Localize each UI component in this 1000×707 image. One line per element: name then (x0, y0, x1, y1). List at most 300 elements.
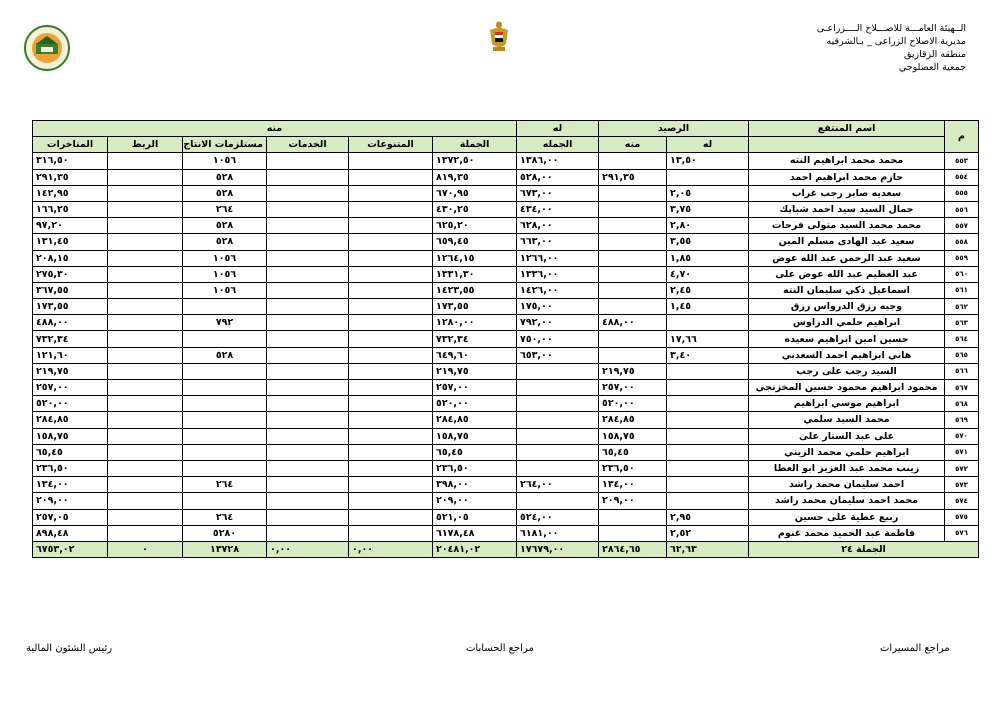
row-bal-debit (599, 331, 667, 347)
row-seq: ٥٦٢ (945, 299, 979, 315)
row-name: السيد رجب على رجب (749, 363, 945, 379)
table-row (33, 428, 979, 444)
row-total: ١٢٨٠,٠٠ (433, 315, 517, 331)
row-bal-debit: ٢٠٩,٠٠ (599, 493, 667, 509)
row-bal-credit: ٢,٨٠ (667, 218, 749, 234)
row-inputs: ٥٢٨ (183, 169, 267, 185)
row-bal-credit: ٢,٥٢ (667, 525, 749, 541)
row-services (267, 169, 349, 185)
row-link (108, 185, 183, 201)
row-inputs (183, 493, 267, 509)
row-credit-total (517, 428, 599, 444)
row-services (267, 299, 349, 315)
row-bal-credit: ٣,٥٥ (667, 234, 749, 250)
table-row (33, 153, 979, 169)
row-total: ٥٢١,٠٥ (433, 509, 517, 525)
table-row (33, 412, 979, 428)
table-row (33, 315, 979, 331)
row-services (267, 380, 349, 396)
row-credit-total: ٥٢٨,٠٠ (517, 169, 599, 185)
row-link (108, 266, 183, 282)
row-link (108, 331, 183, 347)
row-services (267, 525, 349, 541)
misc-header: المتنوعات (349, 137, 433, 153)
row-bal-credit (667, 493, 749, 509)
total-row (33, 541, 979, 557)
row-bal-debit (599, 185, 667, 201)
eagle-emblem-icon (488, 20, 510, 54)
total-link: ٠ (108, 541, 183, 557)
row-credit-total: ١٤٢٦,٠٠ (517, 282, 599, 298)
row-inputs (183, 380, 267, 396)
row-misc (349, 282, 433, 298)
row-credit-total: ١٣٨٦,٠٠ (517, 153, 599, 169)
row-arrears: ٧٣٢,٣٤ (33, 331, 108, 347)
row-bal-debit (599, 250, 667, 266)
row-name: محمد احمد سليمان محمد راشد (749, 493, 945, 509)
row-name: على عبد الستار على (749, 428, 945, 444)
table-row (33, 185, 979, 201)
row-inputs: ٥٢٨٠ (183, 525, 267, 541)
row-total: ٢٠٩,٠٠ (433, 493, 517, 509)
row-arrears: ٢٧٥,٣٠ (33, 266, 108, 282)
row-total: ٣٩٨,٠٠ (433, 477, 517, 493)
row-arrears: ١٣١,٤٥ (33, 234, 108, 250)
organization-header (766, 22, 966, 74)
credit-header: له (517, 121, 599, 137)
beneficiaries-ledger-table (32, 120, 979, 558)
row-arrears: ٥٢٠,٠٠ (33, 396, 108, 412)
balance-credit-header: له (667, 137, 749, 153)
row-misc (349, 169, 433, 185)
row-name: حازم محمد ابراهيم احمد (749, 169, 945, 185)
row-link (108, 380, 183, 396)
row-services (267, 153, 349, 169)
row-inputs (183, 396, 267, 412)
row-seq: ٥٦٠ (945, 266, 979, 282)
row-bal-debit (599, 509, 667, 525)
row-seq: ٥٦١ (945, 282, 979, 298)
row-link (108, 218, 183, 234)
row-inputs (183, 363, 267, 379)
row-bal-credit (667, 169, 749, 185)
row-arrears: ١٧٣,٥٥ (33, 299, 108, 315)
row-name: محمد محمد السيد متولى فرحات (749, 218, 945, 234)
row-seq: ٥٥٩ (945, 250, 979, 266)
row-bal-debit: ١٥٨,٧٥ (599, 428, 667, 444)
row-misc (349, 250, 433, 266)
row-misc (349, 525, 433, 541)
row-total: ٢٥٧,٠٠ (433, 380, 517, 396)
row-bal-credit: ٣,٧٥ (667, 201, 749, 217)
signature-financial-head: رئيس الشئون المالية (26, 643, 113, 654)
balance-debit-header: منه (599, 137, 667, 153)
arrears-header: المتاخرات (33, 137, 108, 153)
row-seq: ٥٦٥ (945, 347, 979, 363)
table-row (33, 201, 979, 217)
row-bal-debit: ٦٥,٤٥ (599, 444, 667, 460)
table-row (33, 218, 979, 234)
row-bal-credit (667, 460, 749, 476)
row-seq: ٥٦٧ (945, 380, 979, 396)
row-credit-total (517, 460, 599, 476)
table-row (33, 234, 979, 250)
row-credit-total: ١٧٥,٠٠ (517, 299, 599, 315)
row-services (267, 282, 349, 298)
debit-header: منه (33, 121, 517, 137)
table-row (33, 493, 979, 509)
row-seq: ٥٥٦ (945, 201, 979, 217)
row-bal-debit (599, 299, 667, 315)
ministry-logo-icon (22, 24, 72, 72)
row-name: محمد السيد سلمي (749, 412, 945, 428)
row-name: ربيع عطية على حسين (749, 509, 945, 525)
row-services (267, 347, 349, 363)
table-row (33, 169, 979, 185)
row-misc (349, 185, 433, 201)
row-credit-total: ٦١٨١,٠٠ (517, 525, 599, 541)
row-arrears: ١٦٦,٢٥ (33, 201, 108, 217)
row-bal-credit: ١,٨٥ (667, 250, 749, 266)
row-name: سعديه صابر رجب غراب (749, 185, 945, 201)
row-arrears: ٢٠٩,٠٠ (33, 493, 108, 509)
row-arrears: ٢٨٤,٨٥ (33, 412, 108, 428)
row-misc (349, 315, 433, 331)
row-services (267, 444, 349, 460)
table-row (33, 266, 979, 282)
row-bal-debit (599, 347, 667, 363)
row-credit-total (517, 363, 599, 379)
row-seq: ٥٧٣ (945, 477, 979, 493)
row-bal-credit: ٣,٤٠ (667, 347, 749, 363)
total-bal-debit: ٢٨٦٤,٦٥ (599, 541, 667, 557)
row-seq: ٥٥٣ (945, 153, 979, 169)
row-bal-credit: ٤,٧٠ (667, 266, 749, 282)
row-link (108, 315, 183, 331)
row-total: ١٣٣١,٣٠ (433, 266, 517, 282)
row-total: ١٥٨,٧٥ (433, 428, 517, 444)
row-link (108, 347, 183, 363)
row-bal-credit (667, 428, 749, 444)
row-misc (349, 428, 433, 444)
row-misc (349, 396, 433, 412)
row-total: ٤٣٠,٢٥ (433, 201, 517, 217)
row-services (267, 477, 349, 493)
table-row (33, 299, 979, 315)
header-line: منطقه الزقازيق (903, 49, 966, 60)
row-misc (349, 299, 433, 315)
row-services (267, 250, 349, 266)
row-misc (349, 460, 433, 476)
row-credit-total: ٦٥٣,٠٠ (517, 347, 599, 363)
table-row (33, 363, 979, 379)
row-bal-debit (599, 218, 667, 234)
row-link (108, 493, 183, 509)
row-bal-credit (667, 444, 749, 460)
row-misc (349, 234, 433, 250)
row-services (267, 428, 349, 444)
row-link (108, 396, 183, 412)
row-total: ١٢٦٤,١٥ (433, 250, 517, 266)
row-seq: ٥٦٦ (945, 363, 979, 379)
row-arrears: ١٤٢,٩٥ (33, 185, 108, 201)
row-seq: ٥٧٥ (945, 509, 979, 525)
row-misc (349, 477, 433, 493)
row-total: ٢٨٤,٨٥ (433, 412, 517, 428)
row-name: ابراهيم موسي ابراهيم (749, 396, 945, 412)
total-services: ٠,٠٠ (267, 541, 349, 557)
row-misc (349, 331, 433, 347)
row-bal-debit: ٢١٩,٧٥ (599, 363, 667, 379)
row-seq: ٥٥٧ (945, 218, 979, 234)
row-link (108, 412, 183, 428)
row-credit-total: ٥٢٤,٠٠ (517, 509, 599, 525)
row-arrears: ٢٠٨,١٥ (33, 250, 108, 266)
row-credit-total: ٦٢٨,٠٠ (517, 218, 599, 234)
row-arrears: ٣١٦,٥٠ (33, 153, 108, 169)
row-name: محمود ابراهيم محمود حسين المخزنجي (749, 380, 945, 396)
row-arrears: ٢٥٧,٠٥ (33, 509, 108, 525)
table-row (33, 477, 979, 493)
row-bal-debit: ٢٥٧,٠٠ (599, 380, 667, 396)
row-misc (349, 347, 433, 363)
row-link (108, 234, 183, 250)
row-name: محمد محمد ابراهيم النته (749, 153, 945, 169)
row-link (108, 509, 183, 525)
row-arrears: ٢٣٦,٥٠ (33, 460, 108, 476)
row-name: سعيد عبد الهادى مسلم المين (749, 234, 945, 250)
row-total: ٦٢٥,٢٠ (433, 218, 517, 234)
seq-header: م (945, 121, 979, 153)
row-bal-debit: ٢٣٦,٥٠ (599, 460, 667, 476)
row-bal-debit (599, 234, 667, 250)
row-total: ٦٥,٤٥ (433, 444, 517, 460)
row-credit-total: ٢٦٤,٠٠ (517, 477, 599, 493)
row-misc (349, 380, 433, 396)
row-total: ٥٢٠,٠٠ (433, 396, 517, 412)
row-bal-debit (599, 282, 667, 298)
row-total: ٢٣٦,٥٠ (433, 460, 517, 476)
row-name: فاطمة عبد الحميد محمد غنوم (749, 525, 945, 541)
row-inputs: ٥٢٨ (183, 185, 267, 201)
row-inputs (183, 428, 267, 444)
header-line: مديرية الاصلاح الزراعى _ بـالشرقيه (826, 36, 966, 47)
row-link (108, 250, 183, 266)
row-services (267, 331, 349, 347)
signature-payroll-auditor: مراجع المسيرات (880, 643, 950, 654)
services-header: الخدمات (267, 137, 349, 153)
row-name: وجيه رزق الدرواس رزق (749, 299, 945, 315)
row-name: احمد سليمان محمد راشد (749, 477, 945, 493)
row-arrears: ١٥٨,٧٥ (33, 428, 108, 444)
row-misc (349, 363, 433, 379)
table-row (33, 282, 979, 298)
row-credit-total: ٧٥٠,٠٠ (517, 331, 599, 347)
row-inputs: ١٠٥٦ (183, 153, 267, 169)
row-bal-credit: ٢,٤٥ (667, 282, 749, 298)
row-link (108, 525, 183, 541)
name-subheader-blank (749, 137, 945, 153)
row-bal-credit (667, 315, 749, 331)
row-credit-total: ٧٩٢,٠٠ (517, 315, 599, 331)
row-inputs (183, 331, 267, 347)
row-credit-total (517, 380, 599, 396)
row-misc (349, 266, 433, 282)
row-total: ٦٥٩,٤٥ (433, 234, 517, 250)
row-inputs: ١٠٥٦ (183, 250, 267, 266)
row-seq: ٥٧٤ (945, 493, 979, 509)
row-bal-credit (667, 396, 749, 412)
table-row (33, 525, 979, 541)
row-inputs: ٧٩٢ (183, 315, 267, 331)
row-total: ٨١٩,٣٥ (433, 169, 517, 185)
row-total: ١٤٢٣,٥٥ (433, 282, 517, 298)
row-arrears: ٤٨٨,٠٠ (33, 315, 108, 331)
row-link (108, 428, 183, 444)
row-name: اسماعيل ذكي سليمان النته (749, 282, 945, 298)
row-arrears: ١٢١,٦٠ (33, 347, 108, 363)
row-bal-debit: ٢٩١,٣٥ (599, 169, 667, 185)
row-services (267, 201, 349, 217)
row-services (267, 185, 349, 201)
row-seq: ٥٥٥ (945, 185, 979, 201)
row-bal-credit: ٢,٠٥ (667, 185, 749, 201)
row-link (108, 299, 183, 315)
row-inputs: ٢٦٤ (183, 477, 267, 493)
total-inputs: ١٣٧٢٨ (183, 541, 267, 557)
row-arrears: ٩٧,٢٠ (33, 218, 108, 234)
row-services (267, 412, 349, 428)
row-seq: ٥٦٨ (945, 396, 979, 412)
row-bal-credit (667, 363, 749, 379)
credit-total-header: الجمله (517, 137, 599, 153)
row-inputs (183, 412, 267, 428)
link-header: الربط (108, 137, 183, 153)
row-name: سعيد عبد الرحمن عبد الله عوض (749, 250, 945, 266)
row-inputs (183, 460, 267, 476)
table-row (33, 331, 979, 347)
row-name: ابراهيم حلمي محمد الزيني (749, 444, 945, 460)
row-seq: ٥٧٦ (945, 525, 979, 541)
table-row (33, 250, 979, 266)
row-seq: ٥٧١ (945, 444, 979, 460)
row-total: ٦٧٠,٩٥ (433, 185, 517, 201)
row-link (108, 282, 183, 298)
total-credit-total: ١٧٦٧٩,٠٠ (517, 541, 599, 557)
row-seq: ٥٦٩ (945, 412, 979, 428)
row-bal-debit (599, 201, 667, 217)
row-link (108, 444, 183, 460)
row-bal-credit: ٢,٩٥ (667, 509, 749, 525)
row-bal-debit: ٤٨٨,٠٠ (599, 315, 667, 331)
row-bal-credit (667, 380, 749, 396)
row-inputs: ٥٢٨ (183, 218, 267, 234)
row-link (108, 169, 183, 185)
row-seq: ٥٧٢ (945, 460, 979, 476)
signature-accounts-auditor: مراجع الحسابات (466, 643, 534, 654)
total-header: الجملة (433, 137, 517, 153)
row-bal-debit (599, 266, 667, 282)
row-credit-total: ٦٧٣,٠٠ (517, 185, 599, 201)
row-bal-debit (599, 153, 667, 169)
row-arrears: ٢٩١,٣٥ (33, 169, 108, 185)
row-credit-total: ١٣٣٦,٠٠ (517, 266, 599, 282)
row-bal-debit: ٥٢٠,٠٠ (599, 396, 667, 412)
total-total: ٢٠٤٨١,٠٢ (433, 541, 517, 557)
row-inputs (183, 444, 267, 460)
row-arrears: ١٣٤,٠٠ (33, 477, 108, 493)
row-name: حسين امين ابراهيم سعيده (749, 331, 945, 347)
row-link (108, 153, 183, 169)
total-misc: ٠,٠٠ (349, 541, 433, 557)
total-label: الجملة ٢٤ (749, 541, 979, 557)
row-bal-debit (599, 525, 667, 541)
row-services (267, 234, 349, 250)
row-total: ٢١٩,٧٥ (433, 363, 517, 379)
row-bal-credit: ١٣,٥٠ (667, 153, 749, 169)
row-misc (349, 509, 433, 525)
row-services (267, 363, 349, 379)
row-misc (349, 201, 433, 217)
header-line: الــهيئة العامـــة للاصـــلاح الــــزراعـى (816, 23, 966, 34)
inputs-header: مستلزمات الانتاج (183, 137, 267, 153)
row-credit-total: ٤٣٤,٠٠ (517, 201, 599, 217)
row-credit-total (517, 444, 599, 460)
row-misc (349, 153, 433, 169)
balance-header: الرصيد (599, 121, 749, 137)
row-inputs: ٥٢٨ (183, 347, 267, 363)
row-name: زينب محمد عبد العزيز ابو العطا (749, 460, 945, 476)
table-row (33, 460, 979, 476)
total-bal-credit: ٦٢,٦٣ (667, 541, 749, 557)
table-row (33, 444, 979, 460)
row-bal-credit: ١٧,٦٦ (667, 331, 749, 347)
row-inputs: ١٠٥٦ (183, 282, 267, 298)
row-misc (349, 493, 433, 509)
row-link (108, 460, 183, 476)
row-bal-credit: ١,٤٥ (667, 299, 749, 315)
row-name: عبد العظيم عبد الله عوض على (749, 266, 945, 282)
row-seq: ٥٦٣ (945, 315, 979, 331)
row-total: ٧٣٢,٣٤ (433, 331, 517, 347)
row-misc (349, 444, 433, 460)
row-services (267, 460, 349, 476)
row-inputs: ٥٢٨ (183, 234, 267, 250)
row-services (267, 315, 349, 331)
row-services (267, 266, 349, 282)
row-bal-credit (667, 477, 749, 493)
row-arrears: ٢١٩,٧٥ (33, 363, 108, 379)
row-total: ١٣٧٢,٥٠ (433, 153, 517, 169)
row-misc (349, 218, 433, 234)
row-credit-total: ٦٦٣,٠٠ (517, 234, 599, 250)
row-link (108, 477, 183, 493)
row-total: ٦١٧٨,٤٨ (433, 525, 517, 541)
row-inputs: ٢٦٤ (183, 509, 267, 525)
row-name: جمال السيد سيد احمد شبايك (749, 201, 945, 217)
name-header: اسم المنتفع (749, 121, 945, 137)
table-row (33, 396, 979, 412)
row-name: ابراهيم حلمي الدراوس (749, 315, 945, 331)
row-seq: ٥٥٨ (945, 234, 979, 250)
row-inputs (183, 299, 267, 315)
row-misc (349, 412, 433, 428)
row-services (267, 509, 349, 525)
table-row (33, 347, 979, 363)
row-total: ١٧٣,٥٥ (433, 299, 517, 315)
row-link (108, 201, 183, 217)
row-arrears: ٢٥٧,٠٠ (33, 380, 108, 396)
